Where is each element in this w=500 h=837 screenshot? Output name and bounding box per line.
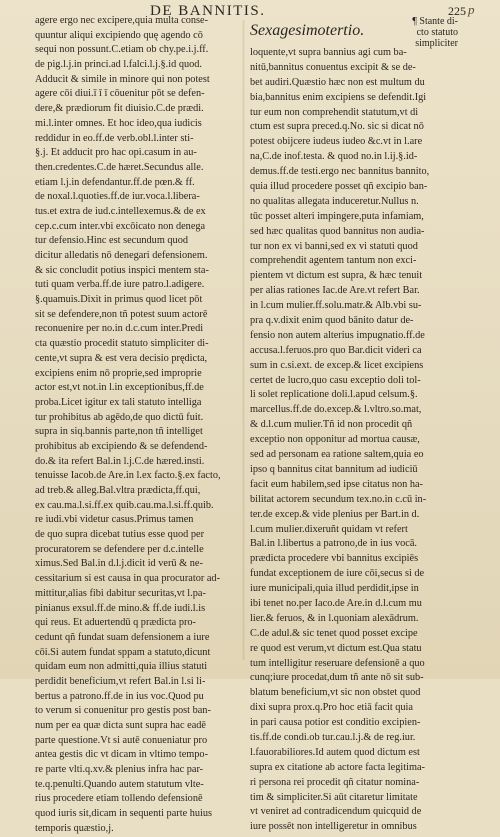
text-line: demus.ff.de testi.ergo nec bannitus bannito, xyxy=(250,166,430,178)
text-line: comprehendit agentem tantum non exci- xyxy=(250,255,417,267)
left-column xyxy=(35,14,245,837)
text-line: §.j. Et adducit pro hac opi.casum in au- xyxy=(35,147,197,159)
text-line: sed hæc qualitas quod bannitus non audia- xyxy=(250,225,425,237)
text-line: prædicta procedere vbi bannitus excipiēs xyxy=(250,553,419,565)
text-line: reddidur in eo.ff.de verb.obl.l.inter sti- xyxy=(35,132,194,144)
text-line: loquente,vt supra bannius agi cum ba- xyxy=(250,47,407,58)
text-line: na,C.de inof.testa. & quod no.in l.ij.§.id- xyxy=(250,151,418,163)
text-line: excipiens enim nō proprie,sed improprie xyxy=(35,367,202,379)
text-line: cep.c.cum inter.vbi excōicato non denega xyxy=(35,220,206,232)
text-line: quod iuris sit,dicam in sequenti parte huius xyxy=(35,808,213,820)
text-line: de pig.l.j.in princi.ad l.falci.l.j.§.id quod. xyxy=(35,59,203,71)
text-line: ri persona rei procedit qñ citatur nomina- xyxy=(250,776,420,788)
text-line: cta quæstio procedit statuto simpliciter di- xyxy=(35,338,209,350)
text-line: marcellus.ff.de do.excep.& l.vltro.so.mat, xyxy=(250,404,422,416)
text-line: cōi.Si autem fundat sppam a statuto,dicunt xyxy=(35,646,211,658)
text-line: facit eum habilem,sed ipse citatus non ha- xyxy=(250,478,423,490)
text-line: tur non ex vi banni,sed ex vi statuti quod xyxy=(250,240,418,252)
text-line: ibi tenet no.per Iaco.de Are.in d.l.cum mu xyxy=(250,597,422,609)
text-line: cunq;iure procedat,dum tñ ante nō sit sub- xyxy=(250,672,424,684)
text-line: quuntur aliqui excipiendo quę agendo cō xyxy=(35,29,203,41)
text-line: vt veniret ad contradicendum quicquid de xyxy=(250,806,422,818)
text-line: & d.l.cum mulier.Tñ id non procedit qñ xyxy=(250,419,413,431)
text-line: then.credentes.C.de hæret.Secundus alle. xyxy=(35,161,204,173)
text-line: C.de adul.& sic tenet quod posset excipe xyxy=(250,627,418,639)
text-line: actor est,vt not.in l.in exceptionibus,ff.de xyxy=(35,382,204,394)
text-line: pra q.v.dixit enim quod bānito datur de- xyxy=(250,315,414,327)
text-line: Bal.in l.libertus a patrono,de in ius vocā. xyxy=(250,538,418,550)
text-line: quidam eum non admitti,quia illius statuti xyxy=(35,661,208,673)
text-line: rius procedere etiam tollendo defensionē xyxy=(35,793,203,805)
text-line: tur defensio.Hinc est secundum quod xyxy=(35,235,188,247)
text-line: qui reus. Et aduertendū q prædicta pro- xyxy=(35,617,196,629)
text-line: li solet replicatione doli.l.apud celsum.§. xyxy=(250,389,418,401)
text-line: exceptio non opponitur ad mortua causæ, xyxy=(250,434,420,446)
text-line: §.quamuis.Dixit in primus quod licet pōt xyxy=(35,294,203,306)
text-line: potest obijcere iudeus iudeo &c.vt in l.are xyxy=(250,136,423,148)
text-line: mittitur,alias fibi dabitur securitas,vt l.pa- xyxy=(35,587,206,599)
right-column-body xyxy=(250,46,458,835)
text-line: ctum est supra preced.q.No. sic si dicat nō xyxy=(250,121,424,133)
text-line: procuratorem se defendere per d.c.intelle xyxy=(35,543,204,555)
text-line: sum in c.si.ext. de excep.& licet excipiens xyxy=(250,359,424,371)
text-line: supra in siq.bannis parte,non tñ intelliget xyxy=(35,426,203,438)
text-line: certet de lucro,quo casu exceptio doli tol- xyxy=(250,374,421,386)
text-line: bilitat actorem secundum tex.no.in c.cū in- xyxy=(250,493,427,505)
text-line: cente,vt supra & est vera decisio prędicta, xyxy=(35,352,208,364)
text-line: quia illud procedere posset qñ excipio ban- xyxy=(250,181,428,193)
side-note: ¶ Stante di- cto statuto simpliciter xyxy=(412,16,458,49)
text-line: nitū,bannitus conuentus excipit & se de- xyxy=(250,61,416,73)
text-line: in l.cum mulier.ff.solu.matr.& Alb.vbi su- xyxy=(250,300,422,312)
text-line: mi.l.inter omnes. Et hoc ideo,qua iudicis xyxy=(35,117,202,129)
text-line: de quo supra dicebat tutius esse quod per xyxy=(35,529,204,541)
text-line: bet audiri.Quæstio hæc non est multum du xyxy=(250,76,425,88)
text-line: lier.& feruos, & in l.quoniam alexādrum. xyxy=(250,612,419,624)
text-line: re iudi.vbi videtur casus.Primus tamen xyxy=(35,514,194,526)
text-line: de noxal.l.quoties.ff.de iur.voca.l.libera- xyxy=(35,191,200,203)
text-line: sed ad personam ea ratione saltem,quia eo xyxy=(250,449,424,461)
text-line: do.& ita refert Bal.in l.j.C.de hæred.insti. xyxy=(35,455,205,467)
section-heading-row xyxy=(250,16,458,49)
text-line: pientem vt dictum est supra, & hæc tenuit xyxy=(250,270,423,282)
text-line: in pari causa potior est conditio excipien- xyxy=(250,717,421,729)
text-line: re quod est verum,vt dictum est.Qua statu xyxy=(250,642,422,654)
text-line: blatum beneficium,vt sic non obstet quod xyxy=(250,687,421,699)
text-line: tur prohibitus ab agēdo,de quo dictū fuit. xyxy=(35,411,204,423)
text-line: tenuisse Iacob.de Are.in l.ex facto.§.ex facto, xyxy=(35,470,221,482)
text-line: re parte vlti.q.xv.& plenius infra hac par- xyxy=(35,764,204,776)
text-line: cessitarium si est causa in qua procurator ad- xyxy=(35,573,220,585)
text-line: to verum si conuenitur pro gestis post ban- xyxy=(35,705,211,717)
text-line: te.q.penulti.Quando autem statutum vlte- xyxy=(35,778,204,790)
text-line: agere ergo nec excipere,quia multa conse- xyxy=(35,15,209,26)
text-line: ter.de excep.& vide plenius per Bart.in d. xyxy=(250,508,420,520)
text-line: sequi non possunt.C.etiam ob chy.pe.i.j.ff. xyxy=(35,44,209,56)
text-line: pinianus exsul.ff.de mino.& ff.de iudi.l.is xyxy=(35,602,206,614)
text-line: proba.Licet igitur ex tali statuto intelliga xyxy=(35,396,202,408)
text-line: cedunt qñ fundat suam defensionem a iure xyxy=(35,631,210,643)
text-line: etiam l.j.in defendantur.ff.de pœn.& ff. xyxy=(35,176,195,188)
text-line: tus.et extra de iud.c.intellexemus.& de ex xyxy=(35,205,206,217)
text-line: accusa.l.feruos.pro quo Bar.dicit videri ca xyxy=(250,344,422,356)
section-title: Sexagesimotertio. xyxy=(250,22,365,39)
text-line: sit se defendere,non tñ potest suum actorē xyxy=(35,308,208,320)
text-line: tuti quam verba.ff.de iure patro.l.adigere. xyxy=(35,279,205,291)
text-line: parte questione.Vt si autē conueniatur pro xyxy=(35,734,208,746)
right-column xyxy=(250,16,458,835)
text-line: ximus.Sed Bal.in d.l.j.dicit id verū & ne- xyxy=(35,558,203,570)
text-line: dixi supra prox.q.Pro hoc etiā facit quia xyxy=(250,702,413,714)
text-line: dicitur alledatis nō denegari defensionem. xyxy=(35,250,208,261)
text-line: tur eum non comprehendit statutum,vt di xyxy=(250,106,419,118)
text-line: antea gestis dic vt dicam in vltimo tempo- xyxy=(35,749,209,761)
text-line: fundat exceptionem de iure cōi,secus si de xyxy=(250,568,425,580)
text-line: Adducit & simile in minore qui non potest xyxy=(35,73,210,85)
text-line: bertus a patrono.ff.de in ius voc.Quod pu xyxy=(35,690,204,702)
text-line: perdidit beneficium,vt refert Bal.in l.si li- xyxy=(35,675,206,687)
text-line: reconuenire per no.in d.c.cum inter.Predi xyxy=(35,323,204,335)
running-head: DE BANNITIS. xyxy=(150,3,266,19)
text-line: & sic concludit potius inspici mentem sta- xyxy=(35,264,209,276)
text-line: tim & simpliciter.Si aūt citaretur limitate xyxy=(250,791,418,803)
text-line: iure possēt non intelligeretur in omnibus xyxy=(250,821,417,833)
text-line: dere,& prædiorum fit diuisio.C.de prædi. xyxy=(35,103,204,115)
text-line: num per ea quæ dicta sunt supra hac eadē xyxy=(35,720,206,731)
text-line: iure municipali,quia illud perdidit,ipse in xyxy=(250,583,419,595)
text-line: ad treb.& alleg.Bal.vltra prædicta,ff.qui, xyxy=(35,485,201,496)
text-line: tūc posset alteri impingere,puta infamiam, xyxy=(250,210,424,222)
text-line: supra ex citatione ab actore facta legitima- xyxy=(250,761,425,773)
text-line: agere cōi diui.ī ī ī cōuenitur pōt se defen- xyxy=(35,88,205,100)
text-line: l.fauorabiliores.Id autem quod dictum est xyxy=(250,746,420,758)
text-line: fensio non autem alterius impugnatio.ff.de xyxy=(250,329,425,341)
text-line: per alias rationes Iac.de Are.vt refert Bar. xyxy=(250,285,420,297)
text-line: tum intelligitur reseruare defensionē a quo xyxy=(250,657,425,669)
text-line: bia,bannitus enim excipiens se defendit.Igi xyxy=(250,91,427,103)
marginal-scribble: p xyxy=(468,2,475,17)
text-line: temporis quæstio,j. xyxy=(35,822,114,834)
text-line: ex cau.ma.l.si.ff.ex quib.cau.ma.l.si.ff.quib. xyxy=(35,499,214,511)
text-line: l.cum mulier.dixeruñt quidam vt refert xyxy=(250,523,408,535)
text-line: ipso q bannitus citat bannitum ad iudiciū xyxy=(250,463,418,475)
text-line: tis.ff.de condi.ob tur.cau.l.j.& de reg.iur. xyxy=(250,731,416,743)
page-number: 225 xyxy=(448,4,466,18)
text-line: no qualitas allegata induceretur.Nullus n. xyxy=(250,195,419,207)
text-line: prohibitus ab excipiendo & se defendend- xyxy=(35,440,208,452)
